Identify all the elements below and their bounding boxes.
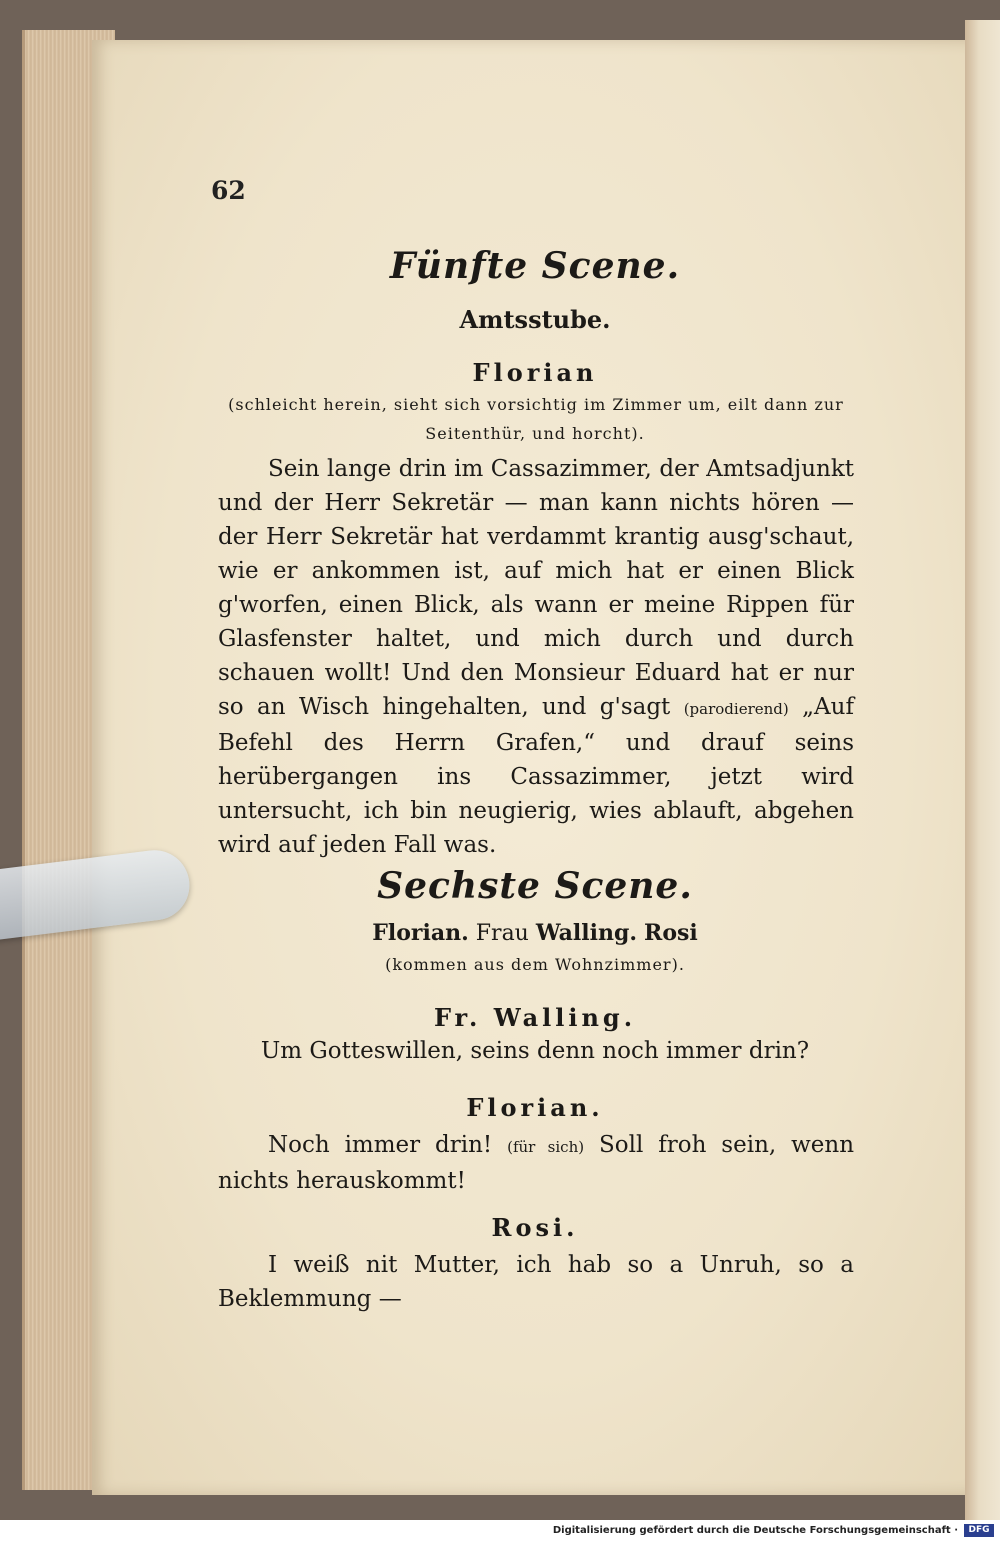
facing-page-edge <box>965 20 1000 1520</box>
page-number: 62 <box>211 176 246 205</box>
dialogue-florian <box>218 1128 854 1198</box>
cast-list <box>215 920 855 946</box>
speaker-fr-walling: Fr. Walling. <box>433 1003 637 1032</box>
stage-direction-line2: Seitenthür, und horcht). <box>425 424 645 443</box>
footer-credit: Digitalisierung gefördert durch die Deutsche Forschungsgemeinschaft · <box>552 1525 958 1536</box>
dialogue-text: Soll froh sein, wenn nichts herauskommt! <box>218 1132 855 1194</box>
dialogue-text: Sein lange drin im Cassazimmer, der Amtsadjunkt und der Herr Sekretär — man kann nichts hören — der Herr Sekretär hat verdammt krantig ausg'schaut, wie er ankommen ist, auf mich hat er einen Blick g'worfen, einen Blick, als wann er meine Rippen für Glasfenster haltet, und mich durch und durch schauen wollt! Und den Monsieur Eduard hat er nur so an Wisch hingehalten, und g'sagt <box>218 456 854 720</box>
cast-walling: Walling. <box>535 920 638 946</box>
cast-stage-direction: (kommen aus dem Wohnzimmer). <box>385 955 685 974</box>
dfg-logo: DFG <box>964 1524 994 1537</box>
inline-stage-direction: (für sich) <box>507 1138 585 1156</box>
scene-location: Amtsstube. <box>459 305 611 334</box>
stage-direction-line1: (schleicht herein, sieht sich vorsichtig im Zimmer um, eilt dann zur <box>228 395 844 414</box>
dialogue-walling: Um Gotteswillen, seins denn noch immer drin? <box>260 1038 810 1064</box>
dialogue-rosi <box>218 1248 854 1316</box>
speaker-florian: Florian <box>472 358 598 387</box>
dialogue-text: „Auf Befehl des Herrn Grafen,“ und drauf seins herübergangen ins Cassazimmer, jetzt wird untersucht, ich bin neugierig, wies ablauft, abgehen wird auf jeden Fall was. <box>218 694 854 858</box>
cast-florian: Florian. <box>372 920 469 946</box>
speaker-rosi: Rosi. <box>491 1213 579 1242</box>
cast-rosi: Rosi <box>644 920 698 946</box>
cast-frau: Frau <box>475 921 529 946</box>
dialogue-paragraph-1 <box>218 452 854 862</box>
speaker-florian-2: Florian. <box>466 1093 604 1122</box>
dialogue-text: Noch immer drin! <box>268 1132 508 1158</box>
inline-stage-direction: (parodierend) <box>683 700 789 718</box>
scene-title-6: Sechste Scene. <box>377 865 693 907</box>
dialogue-text: I weiß nit Mutter, ich hab so a Unruh, so a Beklemmung — <box>218 1252 854 1312</box>
scene-title-5: Fünfte Scene. <box>389 245 681 287</box>
